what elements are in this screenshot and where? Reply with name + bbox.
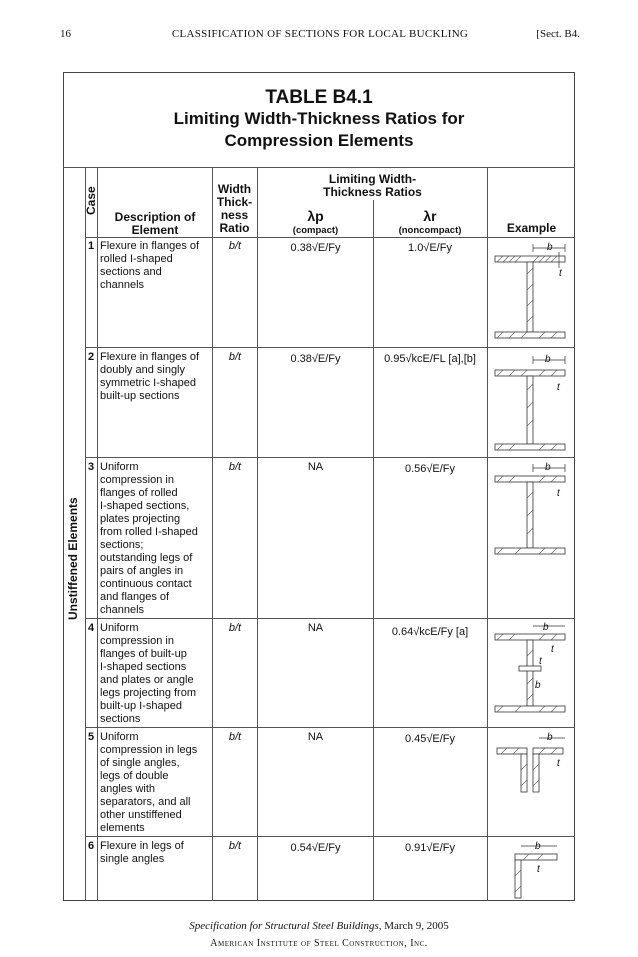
lambda-r-value: 0.45√E/Fy — [404, 733, 456, 745]
row-description: Uniform compression in legs of single angles, legs of double angles with separators, and all other unstiffened elements — [100, 731, 198, 834]
lambda-p-value: 0.54√E/Fy — [290, 842, 341, 854]
svg-text:b: b — [543, 622, 549, 633]
table-number: TABLE B4.1 — [265, 87, 373, 108]
lambda-p-symbol: λp — [307, 208, 324, 224]
row-description: Flexure in flanges of rolled I-shaped sections and channels — [100, 240, 200, 291]
example-figure-rolled-i-2 — [489, 460, 573, 560]
col-rule-lambda — [373, 200, 374, 901]
svg-text:t: t — [557, 488, 560, 499]
width-thickness-ratio: b/t — [228, 731, 242, 743]
width-thickness-ratio: b/t — [228, 240, 242, 252]
footer-publisher: American Institute of Steel Construction, Inc. — [210, 938, 428, 949]
col-header-ratio: Width Thick- ness Ratio — [216, 182, 253, 235]
col-header-example: Example — [506, 221, 557, 235]
svg-text:t: t — [559, 268, 562, 279]
case-number: 1 — [87, 240, 95, 252]
case-number: 4 — [87, 622, 95, 634]
svg-text:b: b — [545, 462, 551, 473]
svg-text:b: b — [535, 680, 541, 691]
table-title — [63, 72, 575, 167]
svg-text:t: t — [557, 758, 560, 769]
rule-header — [85, 237, 575, 238]
example-figure-builtup-i — [489, 350, 573, 454]
width-thickness-ratio: b/t — [228, 351, 242, 363]
col-rule-example — [487, 167, 488, 901]
lambda-r-value: 0.56√E/Fy — [404, 463, 456, 475]
example-figure-rolled-i — [489, 240, 573, 344]
lambda-r-symbol: λr — [423, 208, 437, 224]
col-rule-group — [85, 167, 86, 901]
col-rule-desc — [212, 167, 213, 901]
lambda-p-value: NA — [307, 731, 324, 743]
col-header-description: Description of Element — [114, 210, 196, 237]
running-head — [60, 28, 580, 44]
lambda-r-value: 0.91√E/Fy — [404, 842, 456, 854]
lambda-p-label: (compact) — [292, 225, 339, 236]
footer-title: Specification for Structural Steel Buildings, — [189, 920, 382, 932]
width-thickness-ratio: b/t — [228, 622, 242, 634]
example-figure-double-angle — [489, 730, 573, 834]
row-description: Flexure in flanges of doubly and singly symmetric I-shaped built-up sections — [100, 351, 200, 402]
case-number: 2 — [87, 351, 95, 363]
svg-text:b: b — [547, 242, 553, 253]
rule-row-1 — [85, 347, 575, 348]
case-number: 3 — [87, 461, 95, 473]
footer-date: March 9, 2005 — [381, 920, 449, 932]
svg-text:t: t — [551, 644, 554, 655]
running-title: CLASSIFICATION OF SECTIONS FOR LOCAL BUCKLING — [171, 28, 469, 40]
width-thickness-ratio: b/t — [228, 461, 242, 473]
svg-text:b: b — [547, 732, 553, 743]
col-header-limiting: Limiting Width- Thickness Ratios — [323, 172, 422, 199]
row-description: Flexure in legs of single angles — [100, 840, 184, 865]
table-title-line-3: Compression Elements — [224, 131, 414, 150]
section-label: [Sect. B4. — [536, 28, 580, 40]
width-thickness-ratio: b/t — [228, 840, 242, 852]
svg-text:b: b — [535, 841, 541, 852]
col-rule-ratio — [257, 167, 258, 901]
lambda-r-value: 1.0√E/Fy — [408, 242, 452, 254]
case-number: 5 — [87, 731, 95, 743]
example-figure-single-angle — [489, 840, 573, 900]
example-figure-builtup-plates — [489, 620, 573, 724]
table-title-line-2: Limiting Width-Thickness Ratios for — [173, 109, 465, 128]
svg-text:t: t — [537, 864, 540, 875]
rule-row-5 — [85, 836, 575, 837]
lambda-p-value: NA — [307, 461, 324, 473]
rule-row-4 — [85, 727, 575, 728]
row-description: Uniform compression in flanges of rolled I-shaped sections, plates projecting from rolled I-shaped sections; outstanding legs of pairs of angles in continuous contact and flanges of channels — [100, 461, 198, 616]
group-label-unstiffened: Unstiffened Elements — [66, 497, 80, 620]
lambda-p-value: NA — [307, 622, 324, 634]
rule-row-3 — [85, 618, 575, 619]
col-header-case: Case — [84, 186, 98, 215]
lambda-r-label: (noncompact) — [398, 225, 462, 236]
lambda-r-value: 0.64√kcE/Fy [a] — [391, 626, 469, 638]
page-number: 16 — [60, 28, 71, 40]
lambda-p-value: 0.38√E/Fy — [290, 242, 341, 254]
svg-text:b: b — [545, 354, 551, 365]
lambda-p-value: 0.38√E/Fy — [290, 353, 341, 365]
col-rule-case — [97, 167, 98, 901]
rule-title — [63, 167, 575, 168]
case-number: 6 — [87, 840, 95, 852]
svg-text:t: t — [557, 382, 560, 393]
lambda-r-value: 0.95√kcE/FL [a],[b] — [384, 353, 476, 365]
row-description: Uniform compression in flanges of built-up I-shaped sections and plates or angle legs projecting from built-up I-shaped sections — [100, 622, 196, 725]
rule-row-2 — [85, 457, 575, 458]
footer-spec — [0, 920, 638, 932]
svg-text:t: t — [539, 656, 542, 667]
